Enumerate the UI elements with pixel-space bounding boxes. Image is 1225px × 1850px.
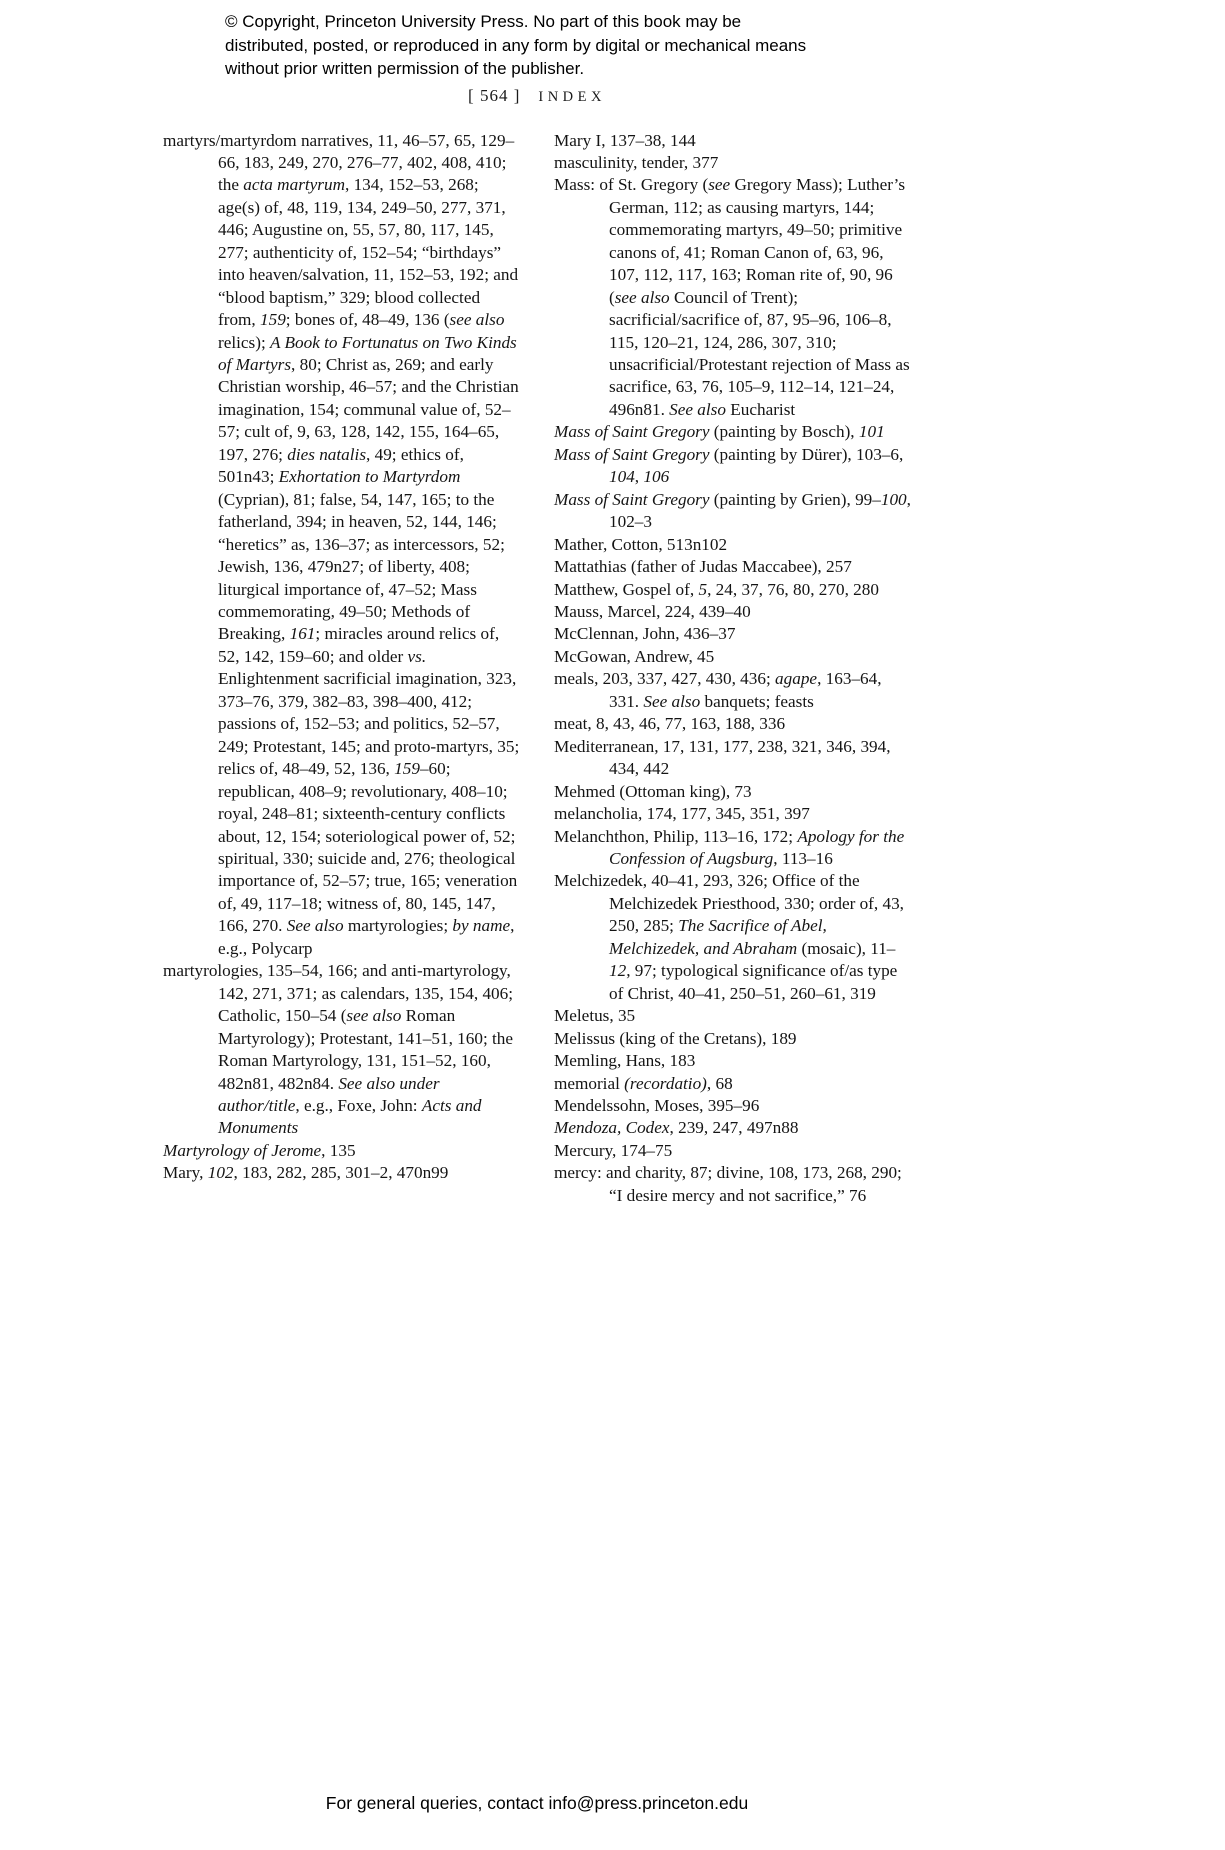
- italic-run: See also: [669, 399, 726, 419]
- italic-run: by name: [452, 916, 511, 936]
- index-entry: Mendelssohn, Moses, 395–96: [554, 1095, 760, 1115]
- index-entry: Mary I, 137–38, 144: [554, 130, 696, 150]
- italic-run: See also: [286, 916, 344, 936]
- italic-run: Mass of Saint Gregory: [554, 422, 710, 442]
- page-number: [ 564 ]: [468, 85, 521, 105]
- italic-run: 102: [207, 1163, 234, 1183]
- index-entry: memorial (recordatio), 68: [554, 1073, 733, 1093]
- italic-run: agape: [775, 669, 818, 689]
- index-entry: Matthew, Gospel of, 5, 24, 37, 76, 80, 270, 280: [554, 579, 879, 599]
- index-entry: Mauss, Marcel, 224, 439–40: [554, 602, 751, 622]
- italic-run: (recordatio): [624, 1073, 707, 1093]
- italic-run: Exhortation to Martyrdom: [278, 467, 461, 487]
- italic-run: acta martyrum: [243, 175, 345, 195]
- italic-run: Mendoza, Codex: [554, 1118, 670, 1138]
- index-entry: melancholia, 174, 177, 345, 351, 397: [554, 804, 810, 824]
- italic-run: dies natalis: [287, 444, 367, 464]
- index-entry: martyrologies, 135–54, 166; and anti-martyrology, 142, 271, 371; as calendars, 135, 154, 406; Catholic, 150–54 (see also Roman Martyrology); Protestant, 141–51, 160; the Roman Martyrology, 131, 151–52, 160, 482n81, 482n84. See also under author/title, e.g., Foxe, John: Acts and Monuments: [163, 961, 514, 1138]
- index-entry: McClennan, John, 436–37: [554, 624, 736, 644]
- italic-run: 101: [858, 422, 885, 442]
- italic-run: The Sacrifice of Abel, Melchizedek, and Abraham: [609, 916, 827, 958]
- italic-run: A Book to Fortunatus on Two Kinds of Martyrs: [218, 332, 517, 375]
- index-right-column: [554, 130, 911, 1208]
- index-entry: Melanchthon, Philip, 113–16, 172; Apology for the Confession of Augsburg, 113–16: [554, 826, 905, 868]
- index-entry: Mendoza, Codex, 239, 247, 497n88: [554, 1118, 799, 1138]
- index-entry: Mercury, 174–75: [554, 1140, 673, 1160]
- index-entry: mercy: and charity, 87; divine, 108, 173, 268, 290; “I desire mercy and not sacrifice,” 76: [554, 1163, 902, 1205]
- italic-run: 159: [394, 759, 420, 779]
- italic-run: 100: [880, 489, 907, 509]
- page-content: [163, 0, 911, 1850]
- italic-run: See also: [643, 691, 701, 711]
- italic-run: Martyrology of Jerome: [163, 1140, 322, 1160]
- index-entry: meals, 203, 337, 427, 430, 436; agape, 163–64, 331. See also banquets; feasts: [554, 669, 882, 711]
- italic-run: 12: [609, 961, 627, 981]
- index-columns: [163, 130, 911, 1208]
- index-entry: Mehmed (Ottoman king), 73: [554, 781, 752, 801]
- italic-run: see also: [449, 310, 505, 330]
- italic-run: see: [708, 175, 731, 195]
- index-entry: martyrs/martyrdom narratives, 11, 46–57, 65, 129–66, 183, 249, 270, 276–77, 402, 408, 410; the acta martyrum, 134, 152–53, 268; age(s) of, 48, 119, 134, 249–50, 277, 371, 446; Augustine on, 55, 57, 80, 117, 145, 277; authenticity of, 152–54; “birthdays” into heaven/salvation, 11, 152–53, 192; and “blood baptism,” 329; blood collected from, 159; bones of, 48–49, 136 (see also relics); A Book to Fortunatus on Two Kinds of Martyrs, 80; Christ as, 269; and early Christian worship, 46–57; and the Christian imagination, 154; communal value of, 52–57; cult of, 9, 63, 128, 142, 155, 164–65, 197, 276; dies natalis, 49; ethics of, 501n43; Exhortation to Martyrdom (Cyprian), 81; false, 54, 147, 165; to the fatherland, 394; in heaven, 52, 144, 146; “heretics” as, 136–37; as intercessors, 52; Jewish, 136, 479n27; of liberty, 408; liturgical importance of, 47–52; Mass commemorating, 49–50; Methods of Breaking, 161; miracles around relics of, 52, 142, 159–60; and older vs. Enlightenment sacrificial imagination, 323, 373–76, 379, 382–83, 398–400, 412; passions of, 152–53; and politics, 52–57, 249; Protestant, 145; and proto-martyrs, 35; relics of, 48–49, 52, 136, 159–60; republican, 408–9; revolutionary, 408–10; royal, 248–81; sixteenth-century conflicts about, 12, 154; soteriological power of, 52; spiritual, 330; suicide and, 276; theological importance of, 52–57; true, 165; veneration of, 49, 117–18; witness of, 80, 145, 147, 166, 270. See also martyrologies; by name, e.g., Polycarp: [163, 130, 520, 958]
- index-entry: Mediterranean, 17, 131, 177, 238, 321, 346, 394, 434, 442: [554, 736, 891, 779]
- index-entry: Mass of Saint Gregory (painting by Bosch), 101: [554, 422, 885, 442]
- index-entry: Mass: of St. Gregory (see Gregory Mass); Luther’s German, 112; as causing martyrs, 144; commemorating martyrs, 49–50; primitive canons of, 41; Roman Canon of, 63, 96, 107, 112, 117, 163; Roman rite of, 90, 96 (see also Council of Trent); sacrificial/sacrifice of, 87, 95–96, 106–8, 115, 120–21, 124, 286, 307, 310; unsacrificial/Protestant rejection of Mass as sacrifice, 63, 76, 105–9, 112–14, 121–24, 496n81. See also Eucharist: [554, 175, 910, 419]
- index-entry: Meletus, 35: [554, 1006, 636, 1026]
- index-entry: Melchizedek, 40–41, 293, 326; Office of the Melchizedek Priesthood, 330; order of, 43, 250, 285; The Sacrifice of Abel, Melchizedek, and Abraham (mosaic), 11–12, 97; typological significance of/as type of Christ, 40–41, 250–51, 260–61, 319: [554, 871, 904, 1003]
- index-entry: masculinity, tender, 377: [554, 152, 719, 172]
- italic-run: 104: [609, 467, 635, 487]
- index-entry: McGowan, Andrew, 45: [554, 646, 715, 666]
- index-left-column: [163, 130, 520, 1208]
- copyright-notice: © Copyright, Princeton University Press. No part of this book may be distributed, posted, or reproduced in any form by digital or mechanical means without prior written permission of the publisher.: [225, 12, 807, 78]
- italic-run: Mass of Saint Gregory: [554, 444, 710, 464]
- footer-contact: For general queries, contact info@press.princeton.edu: [325, 1793, 749, 1813]
- italic-run: Apology for the Confession of Augsburg: [609, 826, 905, 868]
- index-entry: Mary, 102, 183, 282, 285, 301–2, 470n99: [163, 1163, 449, 1183]
- italic-run: vs.: [407, 646, 427, 666]
- index-entry: Mather, Cotton, 513n102: [554, 534, 728, 554]
- italic-run: see also: [346, 1006, 402, 1026]
- page-header: [163, 86, 911, 106]
- italic-run: Acts and Monuments: [218, 1095, 482, 1138]
- italic-run: 161: [289, 624, 316, 644]
- index-entry: Mass of Saint Gregory (painting by Grien), 99–100, 102–3: [554, 489, 911, 532]
- index-entry: Mass of Saint Gregory (painting by Dürer), 103–6, 104, 106: [554, 444, 904, 487]
- index-entry: Mattathias (father of Judas Maccabee), 257: [554, 557, 852, 577]
- italic-run: Mass of Saint Gregory: [554, 489, 710, 509]
- italic-run: 106: [643, 467, 670, 487]
- italic-run: See also under author/title: [218, 1073, 440, 1115]
- index-entry: Martyrology of Jerome, 135: [163, 1140, 356, 1160]
- italic-run: see also: [614, 287, 670, 307]
- index-entry: Melissus (king of the Cretans), 189: [554, 1028, 797, 1048]
- index-entry: meat, 8, 43, 46, 77, 163, 188, 336: [554, 714, 786, 734]
- italic-run: 159: [260, 310, 286, 330]
- index-entry: Memling, Hans, 183: [554, 1051, 696, 1071]
- section-title: INDEX: [538, 88, 606, 105]
- italic-run: 5: [698, 579, 708, 599]
